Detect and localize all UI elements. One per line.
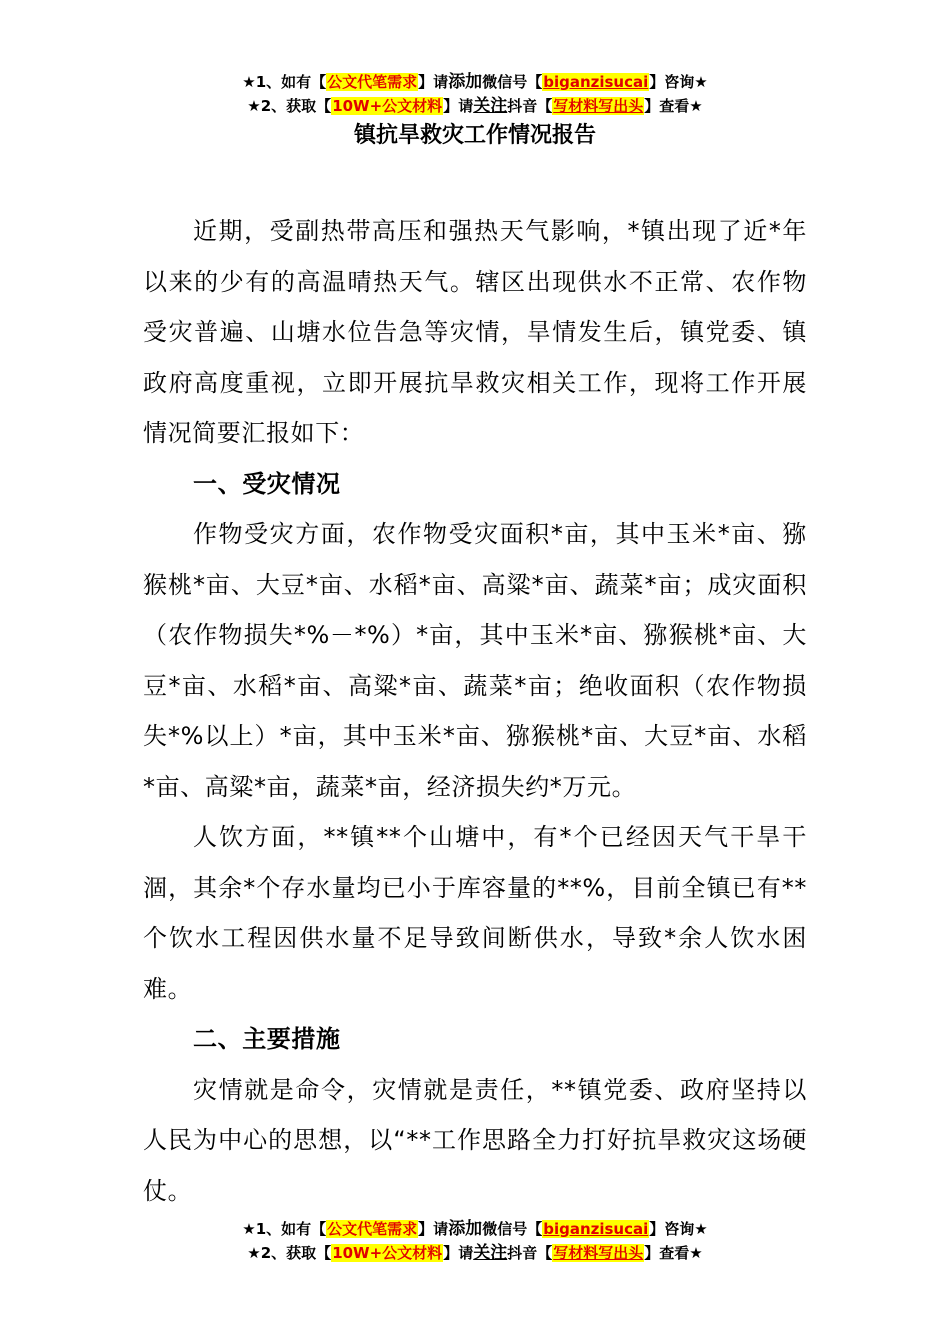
bottom-notice-line-2 <box>0 1241 950 1265</box>
section-2-heading: 二、主要措施 <box>193 1025 341 1053</box>
notice-highlight: 10W+公文材料 <box>332 97 443 115</box>
section-1-heading: 一、受灾情况 <box>193 469 341 498</box>
notice-highlight: 10W+公文材料 <box>332 1244 443 1262</box>
notice-emphasis: 关注 <box>473 96 508 116</box>
section-1-paragraph-1: 作物受灾方面，农作物受灾面积*亩，其中玉米*亩、猕猴桃*亩、大豆*亩、水稻*亩、高粱*亩、蔬菜*亩；成灾面积（农作物损失*%－*%）*亩，其中玉米*亩、猕猴桃*亩、大豆*亩、水稻*亩、高粱*亩、蔬菜*亩；绝收面积（农作物损失*%以上）*亩，其中玉米*亩、猕猴桃*亩、大豆*亩、水稻*亩、高粱*亩，蔬菜*亩，经济损失约*万元。 <box>143 520 807 801</box>
bottom-notice-line-1 <box>0 1217 950 1241</box>
notice-douyin-id: 写材料写出头 <box>553 97 644 115</box>
notice-text: 微信号【 <box>482 1220 543 1238</box>
top-notice-line-1 <box>0 70 950 94</box>
notice-text: 】请 <box>443 97 474 115</box>
section-2-paragraph-1: 灾情就是命令，灾情就是责任，**镇党委、政府坚持以人民为中心的思想，以“**工作思路全力打好抗旱救灾这场硬仗。 <box>143 1075 807 1205</box>
notice-text: 】请 <box>418 1220 449 1238</box>
notice-text: 】查看★ <box>644 1244 703 1262</box>
notice-text: ★1、如有【 <box>242 1220 327 1238</box>
document-body <box>143 206 807 1216</box>
notice-text: 】请 <box>443 1244 474 1262</box>
notice-wechat-id: biganzisucai <box>543 1220 649 1238</box>
notice-text: 抖音【 <box>507 97 553 115</box>
notice-douyin-id: 写材料写出头 <box>553 1244 644 1262</box>
notice-text: ★2、获取【 <box>247 97 332 115</box>
top-notice-line-2 <box>0 94 950 118</box>
notice-highlight: 公文代笔需求 <box>327 73 418 91</box>
notice-emphasis: 关注 <box>473 1243 508 1263</box>
notice-text: 】查看★ <box>644 97 703 115</box>
intro-paragraph: 近期，受副热带高压和强热天气影响，*镇出现了近*年以来的少有的高温晴热天气。辖区出现供水不正常、农作物受灾普遍、山塘水位告急等灾情，旱情发生后，镇党委、镇政府高度重视，立即开展抗旱救灾相关工作，现将工作开展情况简要汇报如下： <box>143 217 807 447</box>
notice-text: ★1、如有【 <box>242 73 327 91</box>
notice-text: 】咨询★ <box>649 1220 708 1238</box>
notice-text: 微信号【 <box>482 73 543 91</box>
notice-text: 抖音【 <box>507 1244 553 1262</box>
notice-text: 】请 <box>418 73 449 91</box>
document-title: 镇抗旱救灾工作情况报告 <box>353 123 596 148</box>
notice-text: ★2、获取【 <box>247 1244 332 1262</box>
notice-wechat-id: biganzisucai <box>543 73 649 91</box>
section-1-paragraph-2: 人饮方面，**镇**个山塘中，有*个已经因天气干旱干涸，其余*个存水量均已小于库容量的**%，目前全镇已有**个饮水工程因供水量不足导致间断供水，导致*余人饮水困难。 <box>143 823 807 1003</box>
notice-emphasis: 添加 <box>448 72 483 92</box>
notice-highlight: 公文代笔需求 <box>327 1220 418 1238</box>
notice-emphasis: 添加 <box>448 1219 483 1239</box>
notice-text: 】咨询★ <box>649 73 708 91</box>
